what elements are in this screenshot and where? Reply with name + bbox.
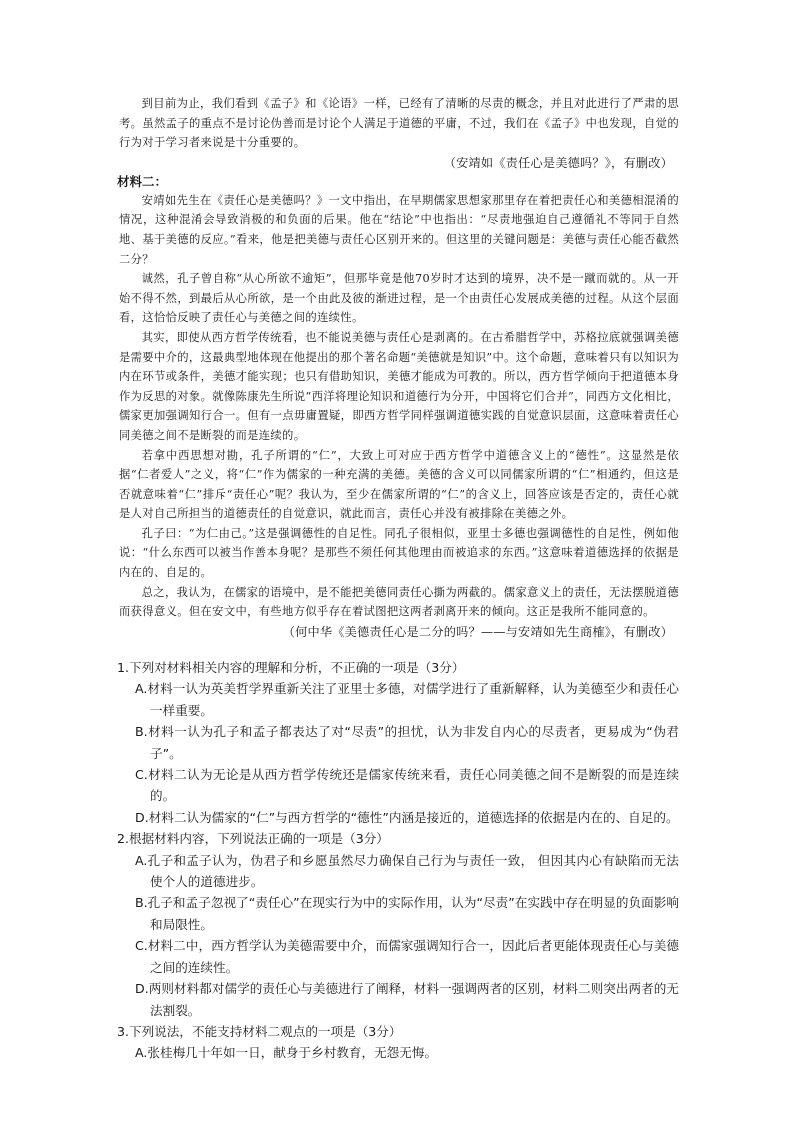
material-text: [119, 94, 679, 642]
option-a: A.孔子和孟子认为，伪君子和乡愿虽然尽力确保自己行为与责任一致， 但因其内心有缺陷而无法使个人的道德进步。: [135, 852, 679, 890]
question-stem: 3.下列说法，不能支持材料二观点的一项是（3分）: [117, 1023, 402, 1039]
question-1: [117, 657, 679, 828]
material-one-tail-paragraph: 到目前为止，我们看到《孟子》和《论语》一样，已经有了清晰的尽责的概念，并且对此进行了严肃的思考。虽然孟子的重点不是讨论伪善而是讨论个人满足于道德的平庸，不过，我们在《孟子》中也发现，自觉的行为对于学习者来说是十分重要的。: [119, 97, 679, 150]
material-two-heading: 材料二：: [117, 173, 168, 189]
option-d: D.两则材料都对儒学的责任心与美德进行了阐释，材料一强调两者的区别，材料二则突出两者的无法割裂。: [135, 981, 679, 1018]
material-two-citation: （何中华《美德责任心是二分的吗？——与安靖如先生商榷》，有删改）: [282, 624, 673, 639]
material-two-paragraph: 总之，我认为，在儒家的语境中，是不能把美德同责任心撕为两截的。儒家意义上的责任，无法摆脱道德而获得意义。但在安文中，有些地方似乎存在着试图把这两者剥离开来的倾向。这正是我所不能同意的。: [119, 585, 679, 619]
question-stem: 2.根据材料内容，下列说法正确的一项是（3分）: [117, 831, 389, 847]
question-2: [117, 828, 679, 1021]
option-a: A.材料一认为英美哲学界重新关注了亚里士多德，对儒学进行了重新解释，认为美德至少和责任心一样重要。: [135, 681, 679, 718]
material-two-paragraph: 诚然，孔子曾自称“从心所欲不逾矩”，但那毕竟是他70岁时才达到的境界，决不是一蹴而就的。从一开始不得不然，到最后从心所欲，是一个由此及彼的渐进过程，是一个由责任心发展成美德的过程。从这个层面看，这恰恰反映了责任心与美德之间的连续性。: [119, 272, 679, 325]
material-two-paragraph: 其实，即使从西方哲学传统看，也不能说美德与责任心是剥离的。在古希腊哲学中，苏格拉底就强调美德是需要中介的，这最典型地体现在他提出的那个著名命题“美德就是知识”中。这个命题，意味着只有以知识为内在环节或条件，美德才能实现；也只有借助知识，美德才能成为可教的。所以，西方哲学倾向于把道德本身作为反思的对象。就像陈康先生所说“西洋将理论知识和道德行为分开，中国将它们合并”，同西方文化相比，儒家更加强调知行合一。但有一点毋庸置疑，即西方哲学同样强调道德实践的自觉意识层面，这意味着责任心同美德之间不是断裂的而是连续的。: [119, 330, 679, 442]
question-3: [117, 1021, 679, 1064]
material-one-citation: （安靖如《责任心是美德吗？》，有删改）: [443, 155, 673, 170]
option-b: B.孔子和孟子忽视了“责任心”在现实行为中的实际作用，认为“尽责”在实践中存在明显的负面影响和局限性。: [135, 895, 679, 932]
option-a: A.张桂梅几十年如一日，献身于乡村教育，无怨无悔。: [135, 1045, 438, 1061]
option-c: C.材料二认为无论是从西方哲学传统还是儒家传统来看，责任心同美德之间不是断裂的而是连续的。: [135, 767, 679, 804]
material-two-paragraph: 若拿中西思想对勘，孔子所谓的“仁”，大致上可对应于西方哲学中道德含义上的“德性”。这显然是依据“仁者爱人”之义，将“仁”作为儒家的一种充满的美德。美德的含义可以同儒家所谓的“仁”相通约，但这是否就意味着“仁”排斥“责任心”呢？我认为，至少在儒家所谓的“仁”的含义上，回答应该是否定的，责任心就是人对自己所担当的道德责任的自觉意识，就此而言，责任心并没有被排除在美德之外。: [119, 448, 679, 521]
option-b: B.材料一认为孔子和孟子都表达了对“尽责”的担忧，认为非发自内心的尽责者，更易成为“伪君子”。: [135, 724, 679, 761]
material-two-paragraph: 孔子曰：“为仁由己。”这是强调德性的自足性。同孔子很相似，亚里士多德也强调德性的自足性，例如他说：“什么东西可以被当作善本身呢？是那些不须任何其他理由而被追求的东西。”这意味着道德选择的依据是内在的、自足的。: [119, 526, 679, 580]
option-c: C.材料二中，西方哲学认为美德需要中介，而儒家强调知行合一，因此后者更能体现责任心与美德之间的连续性。: [135, 938, 679, 975]
question-stem: 1.下列对材料相关内容的理解和分析，不正确的一项是（3分）: [117, 660, 465, 675]
material-two-paragraph: 安靖如先生在《责任心是美德吗？》一文中指出，在早期儒家思想家那里存在着把责任心和美德相混淆的情况，这种混淆会导致消极的和负面的后果。他在“结论”中也指出：“尽责地强迫自己遵循礼不等同于自然地、基于美德的反应。”看来，他是把美德与责任心区别开来的。但这里的关键问题是：美德与责任心能否截然二分？: [119, 193, 679, 266]
question-list: [117, 657, 679, 1064]
option-d: D.材料二认为儒家的“仁”与西方哲学的“德性”内涵是接近的，道德选择的依据是内在的、自足的。: [135, 809, 679, 825]
